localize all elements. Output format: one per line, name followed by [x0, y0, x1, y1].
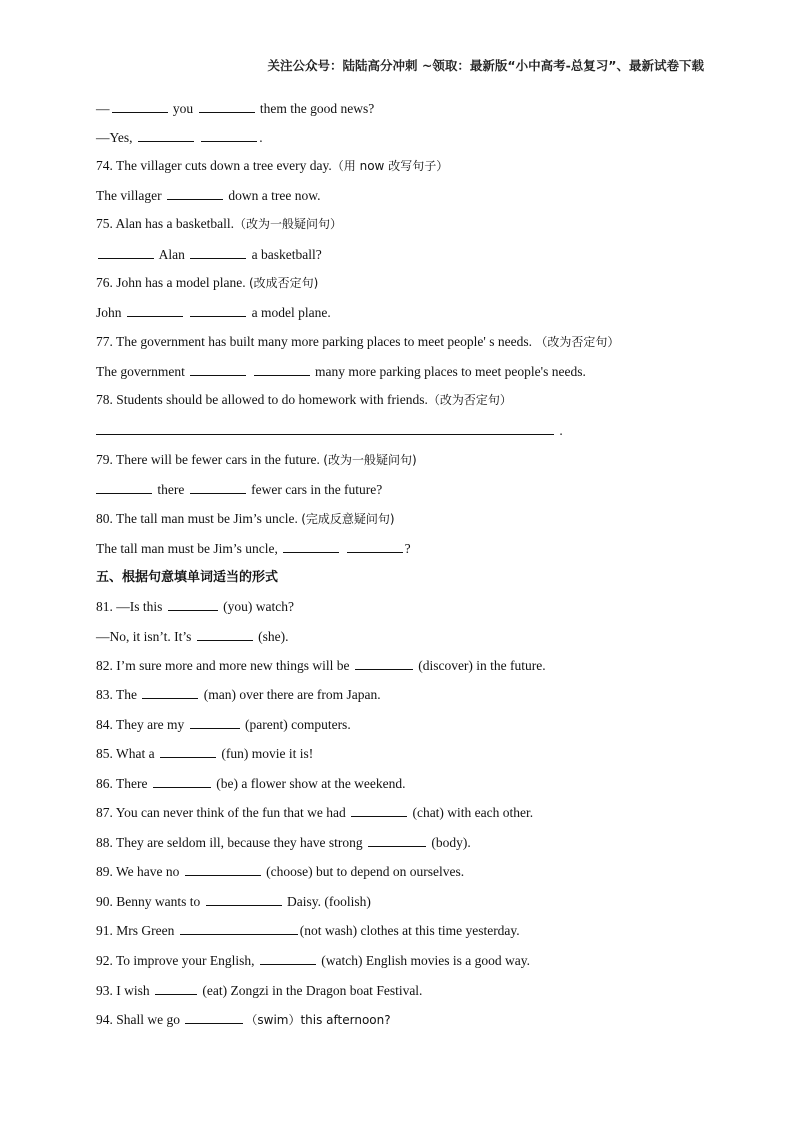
answer-blank[interactable] — [98, 244, 154, 259]
question-92: 92. To improve your English, (watch) English movies is a good way. — [96, 950, 530, 971]
question-85: 85. What a (fun) movie it is! — [96, 743, 313, 764]
answer-blank[interactable] — [190, 714, 240, 729]
question-77: 77. The government has built many more parking places to meet people' s needs. （改为否定句） — [96, 334, 620, 349]
question-74: 74. The villager cuts down a tree every day.（用 now 改写句子） — [96, 158, 449, 173]
answer-blank[interactable] — [351, 802, 407, 817]
section-title: 五、根据句意填单词适当的形式 — [96, 570, 279, 585]
answer-blank-long[interactable] — [96, 420, 554, 435]
answer-blank[interactable] — [160, 743, 216, 758]
answer-blank[interactable] — [168, 596, 218, 611]
question-86: 86. There (be) a flower show at the weekend. — [96, 773, 406, 794]
question-84: 84. They are my (parent) computers. — [96, 714, 351, 735]
dialogue-line-2: —Yes, . — [96, 127, 263, 148]
question-81-line-2: —No, it isn’t. It’s (she). — [96, 626, 289, 647]
answer-blank[interactable] — [368, 832, 426, 847]
question-79: 79. There will be fewer cars in the future. (改为一般疑问句) — [96, 452, 417, 467]
question-78: 78. Students should be allowed to do homework with friends.（改为否定句） — [96, 392, 512, 407]
answer-blank[interactable] — [96, 479, 152, 494]
question-80: 80. The tall man must be Jim’s uncle. (完成反意疑问句) — [96, 511, 395, 526]
question-93: 93. I wish (eat) Zongzi in the Dragon boat Festival. — [96, 980, 422, 1001]
question-76: 76. John has a model plane. (改成否定句) — [96, 275, 319, 290]
answer-blank[interactable] — [260, 950, 316, 965]
answer-blank[interactable] — [283, 538, 339, 553]
answer-blank[interactable] — [190, 479, 246, 494]
answer-line-76: John a model plane. — [96, 302, 331, 323]
answer-line-75: Alan a basketball? — [96, 244, 322, 265]
answer-line-80: The tall man must be Jim’s uncle, ? — [96, 538, 411, 559]
answer-blank[interactable] — [180, 920, 298, 935]
answer-blank[interactable] — [138, 127, 194, 142]
answer-blank[interactable] — [167, 185, 223, 200]
answer-blank[interactable] — [185, 1009, 243, 1024]
answer-blank[interactable] — [201, 127, 257, 142]
question-82: 82. I’m sure more and more new things will be (discover) in the future. — [96, 655, 546, 676]
answer-blank[interactable] — [142, 684, 198, 699]
answer-blank[interactable] — [190, 302, 246, 317]
answer-blank[interactable] — [155, 980, 197, 995]
answer-blank[interactable] — [254, 361, 310, 376]
page-header: 关注公众号：陆陆高分冲刺 ~领取：最新版“小中高考-总复习”、最新试卷下载 — [267, 58, 704, 73]
question-94: 94. Shall we go （swim）this afternoon? — [96, 1009, 391, 1030]
question-87: 87. You can never think of the fun that we had (chat) with each other. — [96, 802, 533, 823]
answer-line-77: The government many more parking places to meet people's needs. — [96, 361, 586, 382]
answer-blank[interactable] — [112, 98, 168, 113]
answer-blank[interactable] — [347, 538, 403, 553]
answer-blank[interactable] — [190, 361, 246, 376]
answer-blank[interactable] — [355, 655, 413, 670]
answer-line-78: . — [96, 420, 563, 441]
answer-blank[interactable] — [190, 244, 246, 259]
question-91: 91. Mrs Green (not wash) clothes at this time yesterday. — [96, 920, 520, 941]
question-89: 89. We have no (choose) but to depend on ourselves. — [96, 861, 464, 882]
answer-line-74: The villager down a tree now. — [96, 185, 320, 206]
answer-blank[interactable] — [197, 626, 253, 641]
question-83: 83. The (man) over there are from Japan. — [96, 684, 381, 705]
answer-line-79: there fewer cars in the future? — [96, 479, 382, 500]
answer-blank[interactable] — [199, 98, 255, 113]
question-75: 75. Alan has a basketball.（改为一般疑问句） — [96, 216, 342, 231]
question-88: 88. They are seldom ill, because they have strong (body). — [96, 832, 471, 853]
answer-blank[interactable] — [127, 302, 183, 317]
question-90: 90. Benny wants to Daisy. (foolish) — [96, 891, 371, 912]
dialogue-line-1: — you them the good news? — [96, 98, 374, 119]
question-81: 81. —Is this (you) watch? — [96, 596, 294, 617]
answer-blank[interactable] — [153, 773, 211, 788]
answer-blank[interactable] — [185, 861, 261, 876]
answer-blank[interactable] — [206, 891, 282, 906]
